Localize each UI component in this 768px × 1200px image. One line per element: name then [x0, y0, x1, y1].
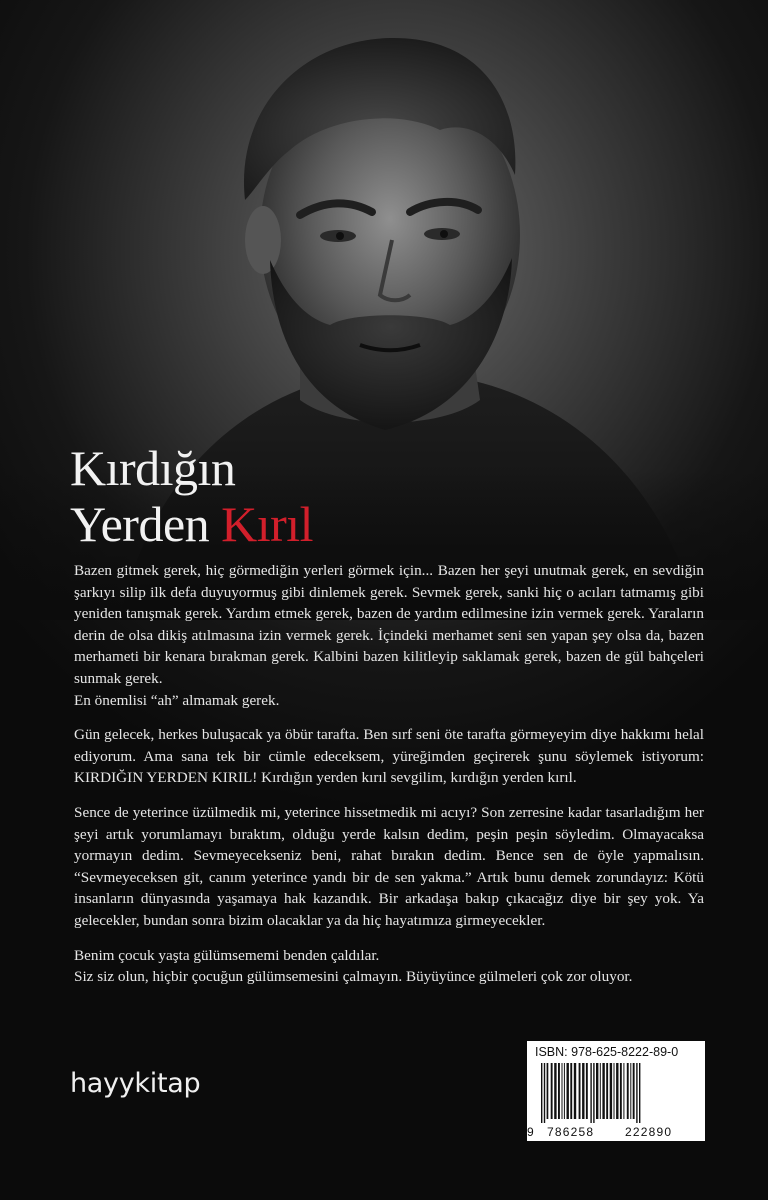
- barcode-bars: [537, 1063, 695, 1125]
- isbn-barcode: [527, 1041, 705, 1141]
- barcode-digit-first: 9: [527, 1125, 535, 1139]
- title-line-2: [70, 496, 313, 552]
- book-title: [70, 440, 313, 552]
- blurb-paragraph-5: Benim çocuk yaşta gülümsememi benden çaldılar.: [74, 946, 380, 964]
- title-word-kiril: Kırıl: [221, 496, 314, 552]
- barcode-digits-right: 222890: [625, 1125, 673, 1139]
- publisher-logo: hayykitap: [70, 1068, 201, 1099]
- title-word-yerden: Yerden: [70, 496, 210, 552]
- blurb-paragraph-3: Gün gelecek, herkes buluşacak ya öbür tarafta. Ben sırf seni öte tarafta görmeyeyim diye hakkımı helal ediyorum. Ama sana tek bir cümle edeceksem, yüreğimden geçirerek şunu söylemek istiyorum: KIRDIĞIN YERDEN KIRIL! Kırdığın yerden kırıl sevgilim, kırdığın yerden kırıl.: [74, 726, 704, 787]
- isbn-label: ISBN: 978-625-8222-89-0: [535, 1045, 679, 1059]
- barcode-digits-left: 786258: [547, 1125, 595, 1139]
- blurb-paragraph-6: Siz siz olun, hiçbir çocuğun gülümsemesini çalmayın. Büyüyünce gülmeleri çok zor oluyor.: [74, 968, 633, 986]
- blurb-paragraph-2: En önemlisi “ah” almamak gerek.: [74, 691, 280, 709]
- title-line-1: Kırdığın: [70, 440, 236, 496]
- blurb-paragraph-1: Bazen gitmek gerek, hiç görmediğin yerleri görmek için... Bazen her şeyi unutmak gerek, en sevdiğin şarkıyı silip ilk defa duyuyormuş gibi dinlemek gerek. Sevmek gerek, sanki hiç o acıları tatmamış gibi yeniden tanışmak gerek. Yardım etmek gerek, bazen de yardım edilmesine izin vermek gerek. Yaraların derin de olsa dikiş atılmasına izin vermek gerek. İçindeki merhamet seni sen yapan şey olsa da, bazen merhameti bir kenara bırakman gerek. Kalbini bazen kilitleyip saklamak gerek, bazen de gül bahçeleri sunmak gerek.: [74, 562, 704, 687]
- blurb-paragraph-4: Sence de yeterince üzülmedik mi, yeterince hissetmedik mi acıyı? Son zerresine kadar tasarladığım her şeyi artık yorumlamayı bıraktım, olduğu yerde kalsın dedim, peşin peşin söyledim. Olmayacaksa yormayın dedim. Sevmeyecekseniz beni, rahat bırakın dedim. Bence sen de öyle yapmalısın. “Sevmeyeceksen git, canım yeterince yandı bir de sen yakma.” Artık bunu demek zorundayız: Kötü insanların dünyasında yaşamaya hak kazandık. Bir arkadaşa bakıp çıkacağız diye bir şey yok. Ya gelecekler, bundan sonra bizim olacaklar ya da hiç hayatımıza girmeyecekler.: [74, 803, 704, 929]
- blurb-text: [74, 560, 704, 1001]
